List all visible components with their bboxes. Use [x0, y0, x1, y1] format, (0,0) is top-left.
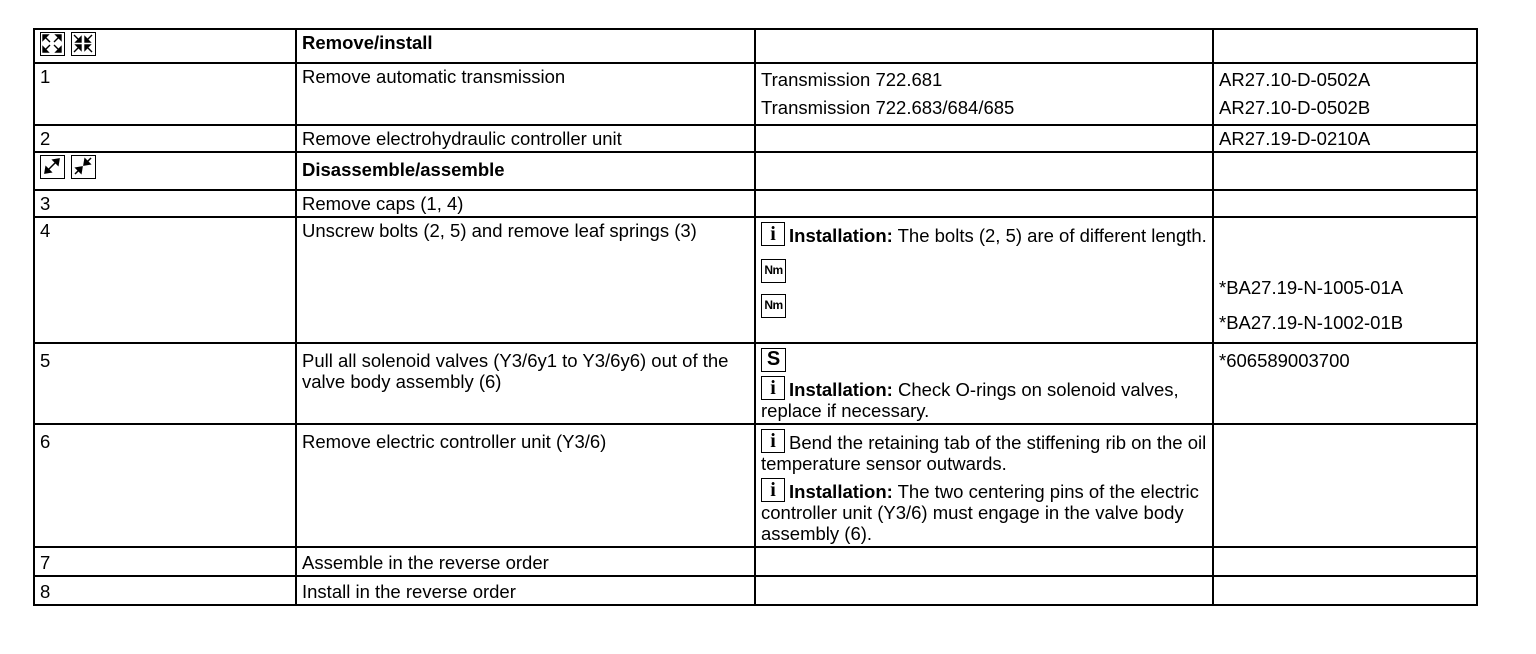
note-text: Check O-rings on solenoid valves, replace if necessary.: [761, 379, 1179, 421]
note-line: Transmission 722.683/684/685: [761, 97, 1015, 118]
torque-nm-icon: Nm: [761, 294, 786, 318]
empty-cell: [1213, 547, 1477, 576]
note-label: Installation:: [789, 379, 893, 400]
step-number: 2: [34, 125, 296, 152]
step-number: 5: [34, 343, 296, 424]
notes-cell: [755, 424, 1213, 547]
torque-line: [761, 246, 1208, 281]
row-icons-cell: [34, 29, 296, 63]
notes-cell: [755, 343, 1213, 424]
step-number: 3: [34, 190, 296, 217]
step-number: 4: [34, 217, 296, 343]
empty-cell: [755, 547, 1213, 576]
empty-cell: [755, 190, 1213, 217]
reference-link[interactable]: AR27.19-D-0210A: [1213, 125, 1477, 152]
diagonal-expand-icon: [40, 155, 65, 179]
notes-cell: [755, 217, 1213, 343]
installation-note: [761, 220, 1208, 246]
empty-cell: [755, 152, 1213, 190]
empty-cell: [755, 576, 1213, 605]
step-text: Remove electric controller unit (Y3/6): [296, 424, 755, 547]
step-text: Pull all solenoid valves (Y3/6y1 to Y3/6y6) out of the valve body assembly (6): [296, 343, 755, 424]
reference-cell: [1213, 63, 1477, 125]
info-icon: i: [761, 429, 785, 453]
diagonal-collapse-icon: [71, 155, 96, 179]
reference-link[interactable]: *BA27.19-N-1002-01B: [1219, 312, 1404, 333]
installation-note: [761, 474, 1208, 544]
section-heading: Disassemble/assemble: [296, 152, 755, 190]
reference-link[interactable]: *606589003700: [1213, 343, 1477, 424]
collapse-arrows-icon: [71, 32, 96, 56]
section-heading: Remove/install: [296, 29, 755, 63]
note-line: Transmission 722.681: [761, 69, 943, 90]
step-number: 1: [34, 63, 296, 125]
table-row: [34, 217, 1477, 343]
note-label: Installation:: [789, 481, 893, 502]
note: [761, 427, 1208, 474]
table-row: [34, 29, 1477, 63]
table-row: [34, 547, 1477, 576]
reference-link[interactable]: *BA27.19-N-1005-01A: [1219, 277, 1404, 298]
reference-cell: [1213, 217, 1477, 343]
empty-cell: [755, 125, 1213, 152]
info-icon: i: [761, 376, 785, 400]
reference-link[interactable]: AR27.10-D-0502B: [1219, 97, 1371, 118]
step-text: Remove automatic transmission: [296, 63, 755, 125]
table-row: [34, 343, 1477, 424]
step-text: Remove caps (1, 4): [296, 190, 755, 217]
step-text: Unscrew bolts (2, 5) and remove leaf springs (3): [296, 217, 755, 343]
expand-arrows-icon: [40, 32, 65, 56]
table-row: [34, 424, 1477, 547]
step-text: Install in the reverse order: [296, 576, 755, 605]
info-icon: i: [761, 222, 785, 246]
table-row: [34, 125, 1477, 152]
notes-cell: [755, 63, 1213, 125]
step-number: 7: [34, 547, 296, 576]
procedure-table: [33, 28, 1478, 606]
empty-cell: [1213, 29, 1477, 63]
step-number: 6: [34, 424, 296, 547]
empty-cell: [1213, 152, 1477, 190]
note-label: Installation:: [789, 225, 893, 246]
torque-line: [761, 281, 1208, 316]
table-row: [34, 63, 1477, 125]
step-number: 8: [34, 576, 296, 605]
info-icon: i: [761, 478, 785, 502]
special-tool-icon: S: [761, 348, 786, 372]
row-icons-cell: [34, 152, 296, 190]
table-row: [34, 576, 1477, 605]
note-text: Bend the retaining tab of the stiffening rib on the oil temperature sensor outwards.: [761, 432, 1207, 474]
empty-cell: [1213, 424, 1477, 547]
installation-note: [761, 376, 1208, 421]
note-text: The bolts (2, 5) are of different length.: [892, 225, 1207, 246]
note-text: The two centering pins of the electric controller unit (Y3/6) must engage in the valve body assembly (6).: [761, 481, 1199, 544]
step-text: Remove electrohydraulic controller unit: [296, 125, 755, 152]
step-text: Assemble in the reverse order: [296, 547, 755, 576]
reference-link[interactable]: AR27.10-D-0502A: [1219, 69, 1371, 90]
empty-cell: [1213, 190, 1477, 217]
table-row: [34, 152, 1477, 190]
empty-cell: [1213, 576, 1477, 605]
table-row: [34, 190, 1477, 217]
tool-line: [761, 346, 1208, 376]
torque-nm-icon: Nm: [761, 259, 786, 283]
empty-cell: [755, 29, 1213, 63]
